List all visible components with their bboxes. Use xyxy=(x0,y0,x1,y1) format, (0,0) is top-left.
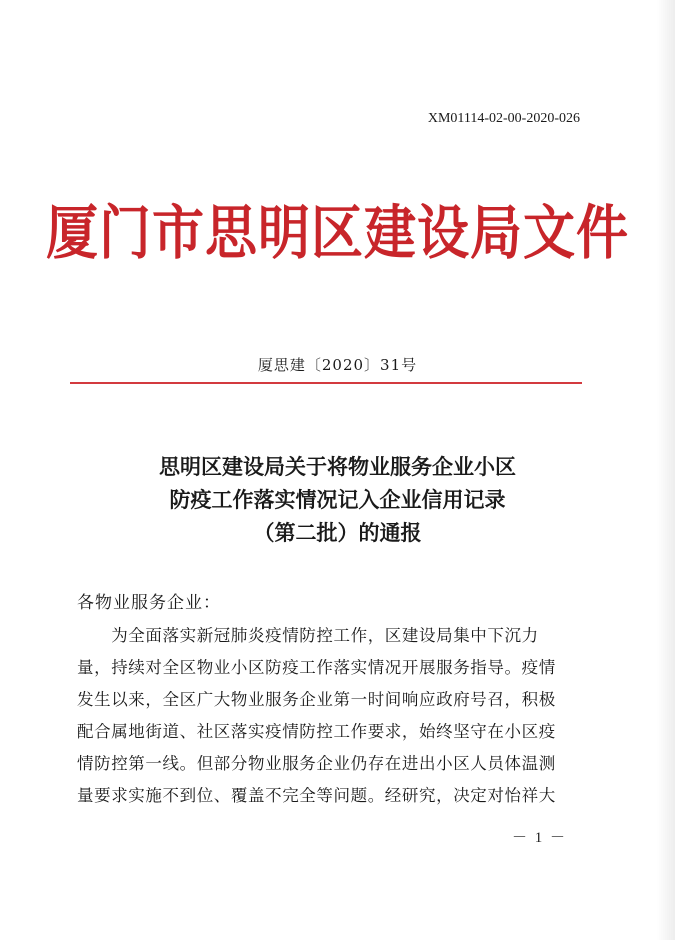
salutation: 各物业服务企业： xyxy=(77,593,221,613)
page-number: － 1 － xyxy=(512,830,568,846)
body-line: 情防控第一线。但部分物业服务企业仍存在进出小区人员体温测 xyxy=(77,754,556,773)
notice-title-line: 思明区建设局关于将物业服务企业小区 xyxy=(159,454,516,479)
body-line: 配合属地街道、社区落实疫情防控工作要求，始终坚守在小区疫 xyxy=(77,722,556,741)
body-paragraph xyxy=(77,620,577,812)
document-code: XM01114-02-00-2020-026 xyxy=(427,111,580,126)
notice-title xyxy=(0,450,675,549)
notice-title-line: 防疫工作落实情况记入企业信用记录 xyxy=(169,487,506,512)
body-line: 量要求实施不到位、覆盖不完全等问题。经研究，决定对怡祥大 xyxy=(77,786,556,805)
body-line: 量，持续对全区物业小区防疫工作落实情况开展服务指导。疫情 xyxy=(77,658,556,677)
red-separator-line xyxy=(70,382,582,384)
body-line: 为全面落实新冠肺炎疫情防控工作，区建设局集中下沉力 xyxy=(77,626,539,645)
body-line: 发生以来，全区广大物业服务企业第一时间响应政府号召，积极 xyxy=(77,690,556,709)
document-number: 厦思建〔2020〕31号 xyxy=(257,356,418,374)
notice-title-line: （第二批）的通报 xyxy=(253,520,422,545)
issuer-title: 厦门市思明区建设局文件 xyxy=(45,199,629,268)
